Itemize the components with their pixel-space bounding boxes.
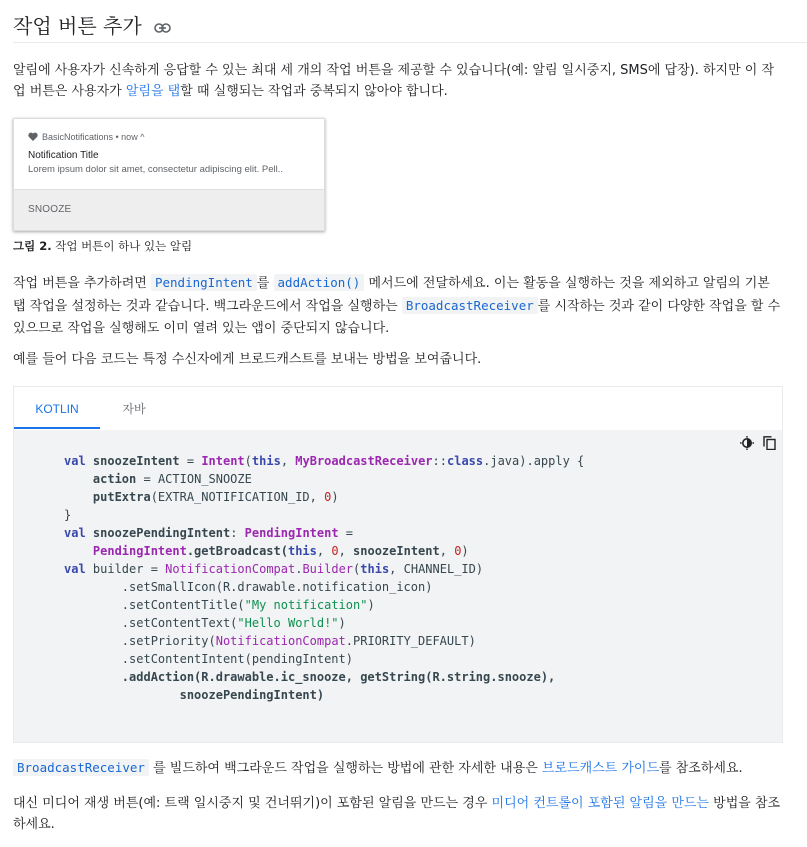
code-line: .setSmallIcon(R.drawable.notification_icon) bbox=[64, 580, 433, 594]
code-sample bbox=[13, 386, 783, 743]
code-tools bbox=[735, 436, 776, 457]
code-line: val builder = NotificationCompat.Builder(this, CHANNEL_ID) bbox=[64, 562, 484, 576]
copy-icon[interactable] bbox=[763, 436, 776, 457]
theme-toggle-icon[interactable] bbox=[740, 436, 754, 457]
caption-text: 작업 버튼이 하나 있는 알림 bbox=[51, 239, 193, 253]
code-line: } bbox=[64, 508, 72, 522]
notification-title: Notification Title bbox=[28, 150, 99, 161]
tap-notification-link[interactable]: 알림을 탭 bbox=[125, 84, 181, 99]
tab-java[interactable]: 자바 bbox=[122, 402, 146, 416]
code-line: PendingIntent.getBroadcast(this, 0, snoozeIntent, 0) bbox=[92, 544, 469, 558]
link-icon[interactable] bbox=[154, 12, 171, 40]
para4-text-1: 를 빌드하여 백그라운드 작업을 실행하는 방법에 관한 자세한 내용은 bbox=[148, 761, 542, 776]
tab-kotlin[interactable]: KOTLIN bbox=[14, 387, 100, 429]
notification-text: Lorem ipsum dolor sit amet, consectetur adipiscing elit. Pell.. bbox=[28, 164, 284, 175]
code-area bbox=[14, 430, 782, 742]
code-line: .setContentTitle("My notification") bbox=[64, 598, 375, 612]
code-line: val snoozeIntent = Intent(this, MyBroadcastReceiver::class.java).apply { bbox=[64, 454, 585, 468]
intro-text: 알림에 사용자가 신속하게 응답할 수 있는 최대 세 개의 작업 버튼을 제공할 수 있습니다(예: 알림 일시중지, SMS에 답장). 하지만 이 작업 버튼은 사용자가 bbox=[13, 63, 775, 99]
code-line: snoozePendingIntent) bbox=[179, 688, 325, 702]
notification-app-line: BasicNotifications • now ^ bbox=[42, 132, 145, 142]
media-controls-link[interactable]: 미디어 컨트롤이 포함된 알림을 만드는 bbox=[491, 796, 709, 811]
heart-icon bbox=[28, 132, 38, 144]
code-line: val snoozePendingIntent: PendingIntent = bbox=[64, 526, 354, 540]
para5-text-2: 방법을 참조하세요. bbox=[13, 796, 781, 832]
figure-caption bbox=[13, 237, 192, 255]
addaction-code[interactable]: addAction() bbox=[274, 274, 365, 291]
code-line: .addAction(R.drawable.ic_snooze, getString(R.string.snooze), bbox=[121, 670, 556, 684]
notification-figure bbox=[13, 118, 325, 231]
intro-text-end: 할 때 실행되는 작업과 중복되지 않아야 합니다. bbox=[180, 84, 448, 99]
para2-text-3: 메서드에 전달하세요. 이는 활동을 실행하는 것을 제외하고 알림의 기본 탭 작업을 설정하는 것과 같습니다. 백그라운드에서 작업을 실행하는 bbox=[13, 276, 770, 314]
notification-header bbox=[28, 131, 144, 144]
para2-text-2: 를 bbox=[256, 276, 274, 291]
para2-text-1: 작업 버튼을 추가하려면 bbox=[13, 276, 151, 291]
para2-text-4: 를 시작하는 것과 같이 다양한 작업을 할 수 있으므로 작업을 실행해도 이미 열려 있는 앱이 중단되지 않습니다. bbox=[13, 299, 781, 336]
broadcast-guide-link[interactable]: 브로드캐스트 가이드 bbox=[541, 761, 660, 776]
para5-text-1: 대신 미디어 재생 버튼(예: 트랙 일시중지 및 건너뛰기)이 포함된 알림을 만드는 경우 bbox=[13, 796, 492, 811]
code-line: putExtra(EXTRA_NOTIFICATION_ID, 0) bbox=[92, 490, 339, 504]
para4-text-2: 를 참조하세요. bbox=[659, 761, 743, 776]
pendingintent-code[interactable]: PendingIntent bbox=[151, 274, 257, 291]
notification-actions bbox=[14, 189, 324, 230]
code-line: .setPriority(NotificationCompat.PRIORITY_DEFAULT) bbox=[64, 634, 476, 648]
snooze-action-button[interactable]: SNOOZE bbox=[28, 204, 72, 215]
kotlin-code[interactable] bbox=[64, 452, 584, 704]
section-title: 작업 버튼 추가 bbox=[13, 14, 142, 38]
broadcastreceiver-code[interactable]: BroadcastReceiver bbox=[402, 297, 538, 314]
caption-label: 그림 2. bbox=[13, 239, 52, 253]
code-line: .setContentText("Hello World!") bbox=[64, 616, 346, 630]
section-heading bbox=[13, 0, 807, 43]
broadcast-guide-paragraph bbox=[13, 757, 785, 779]
media-controls-paragraph bbox=[13, 793, 785, 835]
pending-intent-paragraph bbox=[13, 272, 785, 340]
code-line: .setContentIntent(pendingIntent) bbox=[64, 652, 353, 666]
intro-paragraph bbox=[13, 60, 785, 102]
code-tabs bbox=[14, 387, 782, 431]
broadcastreceiver-code-2[interactable]: BroadcastReceiver bbox=[13, 759, 149, 776]
example-intro-paragraph: 예를 들어 다음 코드는 특정 수신자에게 브로드캐스트를 보내는 방법을 보여줍니다. bbox=[13, 352, 482, 367]
code-line: action = ACTION_SNOOZE bbox=[92, 472, 252, 486]
